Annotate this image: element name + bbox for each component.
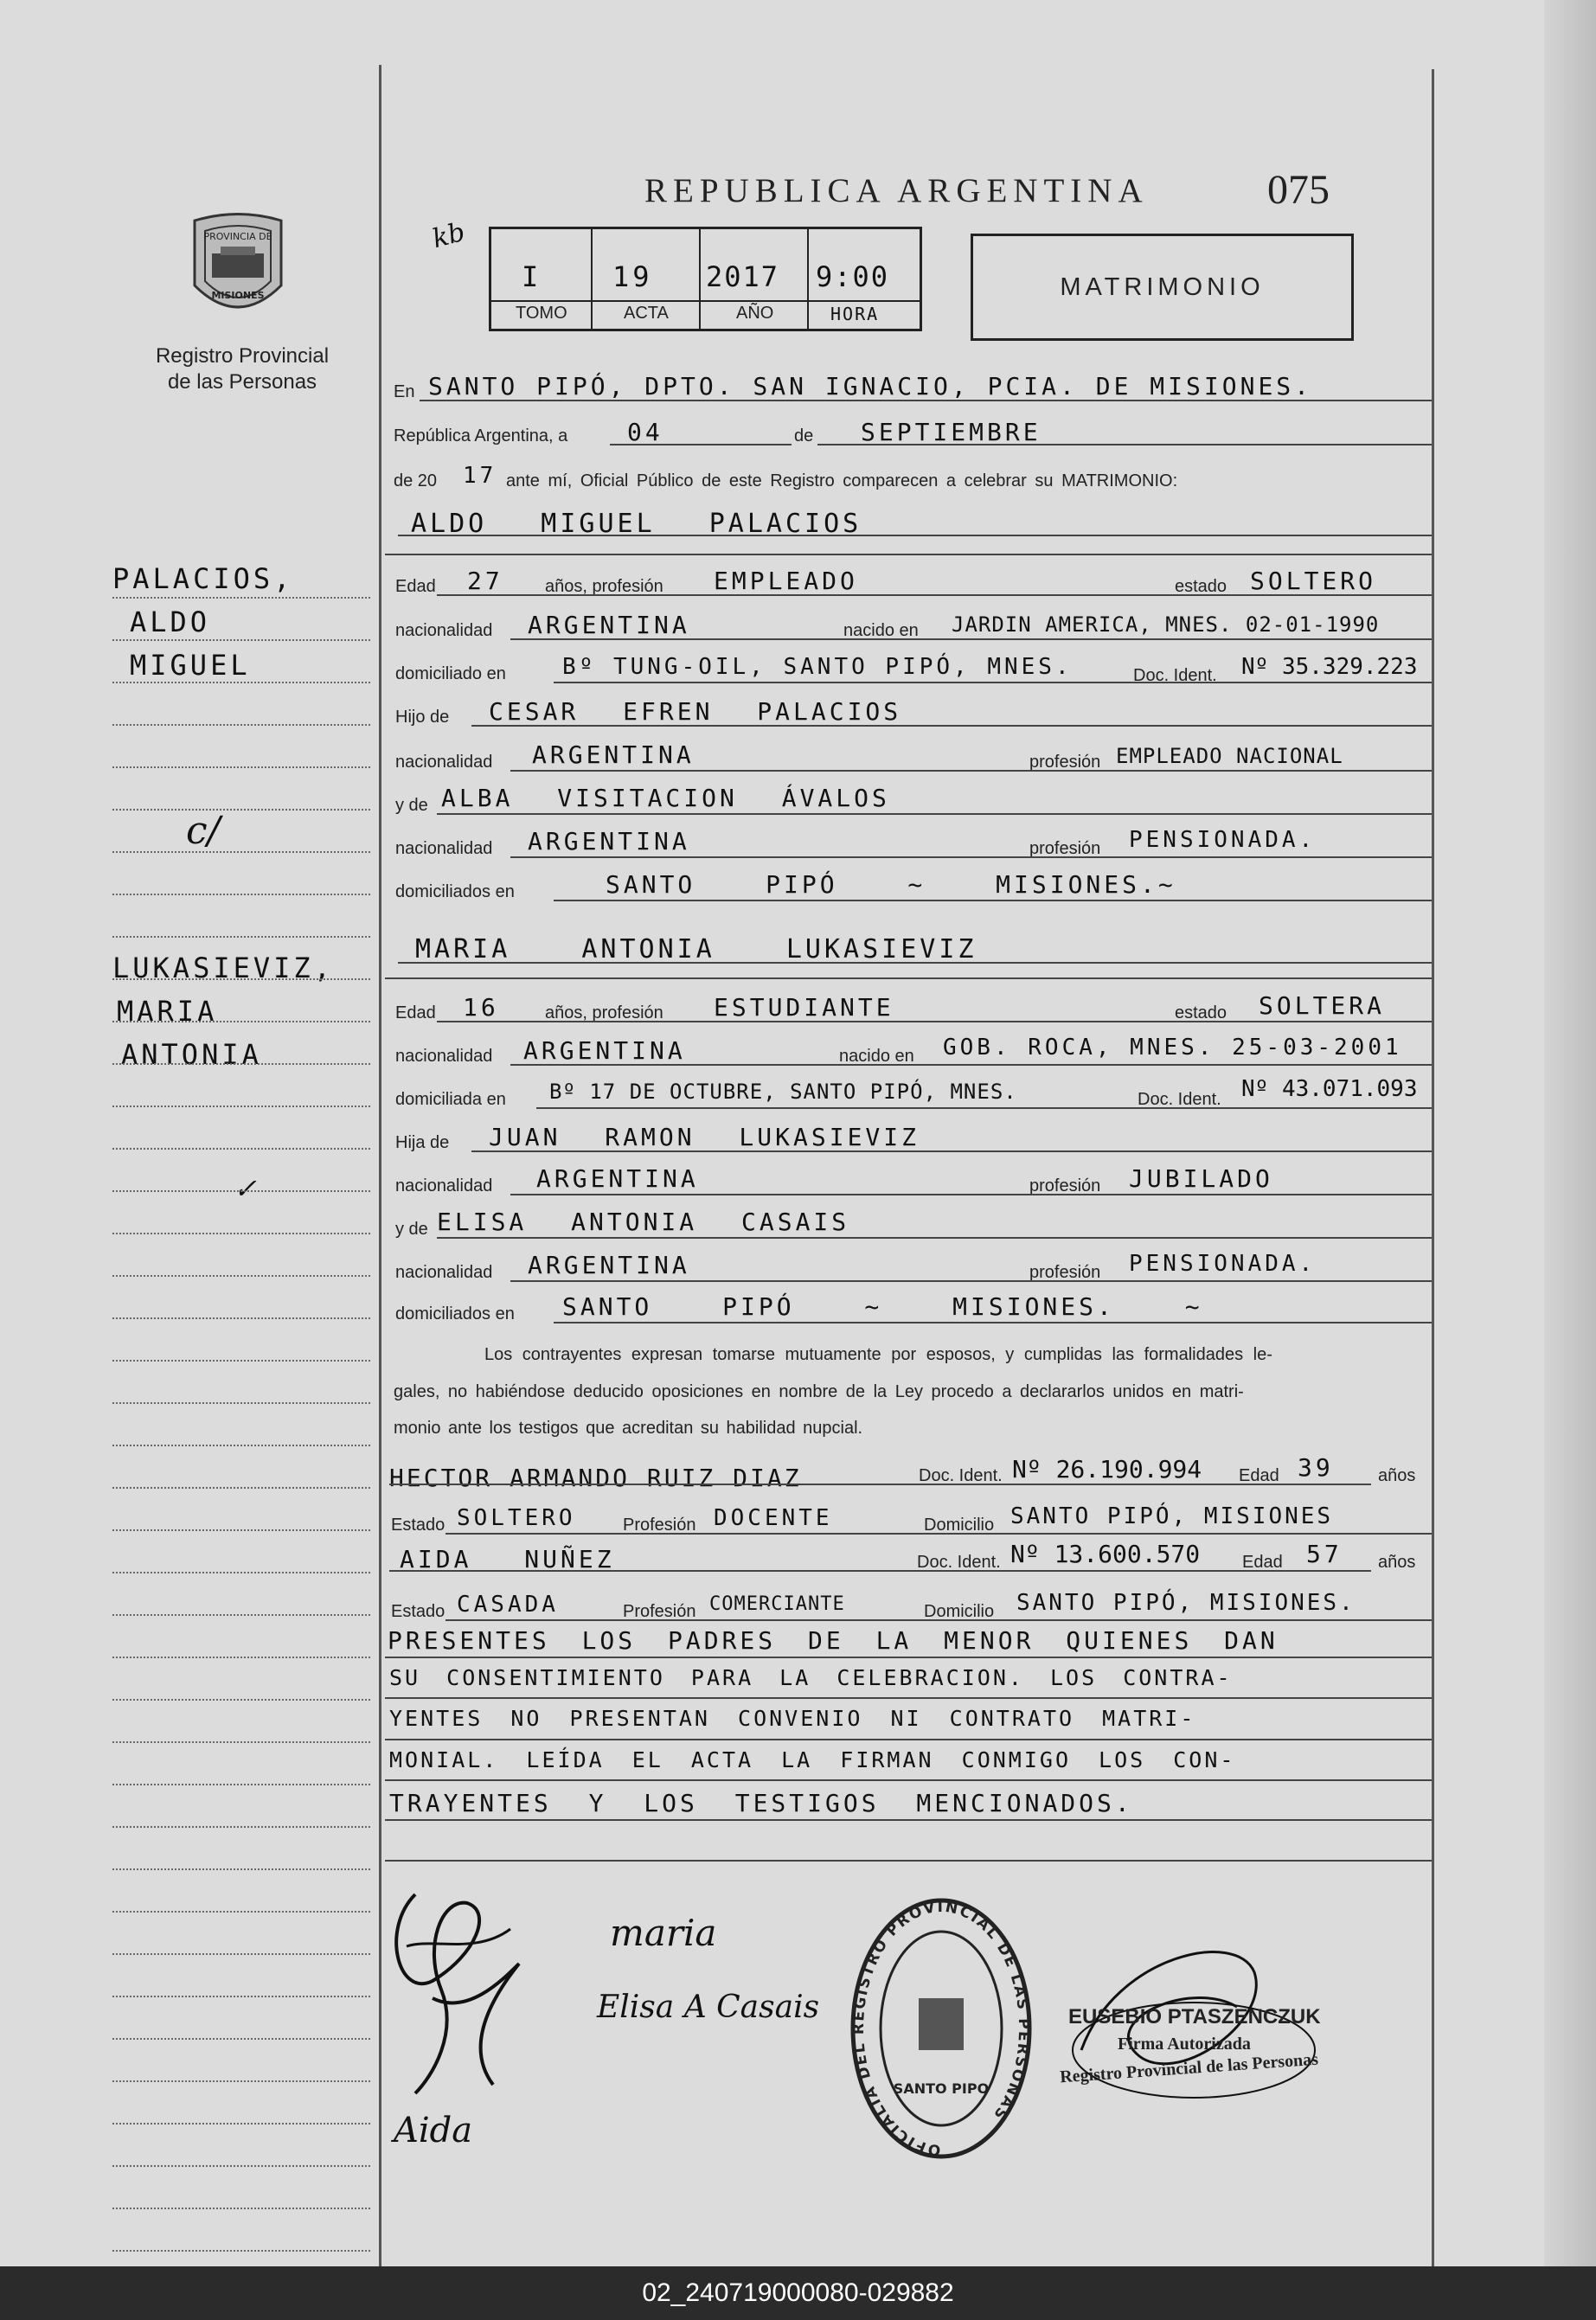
margin-guide-line [112, 1487, 370, 1489]
witness1-name: HECTOR ARMANDO RUIZ DIAZ [389, 1464, 802, 1492]
bride-doc: Nº 43.071.093 [1241, 1076, 1418, 1102]
witness1-age: 39 [1298, 1453, 1334, 1482]
month-value: SEPTIEMBRE [861, 418, 1042, 446]
bride-father-prof-label: profesión [1029, 1176, 1101, 1195]
groom-father-prof-label: profesión [1029, 753, 1101, 772]
mother-signature: Elisa A Casais [597, 1990, 820, 2025]
groom-mother-prof: PENSIONADA. [1129, 827, 1317, 853]
tomo-value: I [522, 260, 542, 293]
witness1-dom-label: Domicilio [924, 1516, 995, 1535]
official-role2: Registro Provincial de las Personas [1059, 2049, 1319, 2087]
anio-label: AÑO [736, 304, 774, 323]
margin-check: ✓ [234, 1172, 257, 1205]
groom-mother-nat: ARGENTINA [528, 827, 690, 856]
notes-line1: PRESENTES LOS PADRES DE LA MENOR QUIENES DAN [388, 1626, 1279, 1655]
registry-name: Registro Provincial de las Personas [155, 344, 330, 394]
groom-father: CESAR EFREN PALACIOS [489, 697, 902, 726]
margin-guide-line [112, 1445, 370, 1446]
groom-mother-nac-label: nacionalidad [395, 839, 493, 858]
margin-guide-line [112, 2080, 370, 2082]
witness1-anios-label: años [1378, 1466, 1416, 1485]
svg-text:OFICIALIA DEL REGISTRO PROVINC: OFICIALIA DEL REGISTRO PROVINCIAL DE LAS PERSONAS [850, 1898, 1033, 2159]
margin-guide-line [112, 936, 370, 938]
statement-line2: gales, no habiéndose deducido oposiciones en nombre de la Ley procedo a declararlos unidos en matri- [394, 1382, 1244, 1401]
groom-father-nac-label: nacionalidad [395, 753, 493, 772]
bride-mother-prof: PENSIONADA. [1129, 1251, 1317, 1277]
bride-profession: ESTUDIANTE [714, 993, 894, 1022]
groom-father-nat: ARGENTINA [532, 740, 695, 769]
bride-father-prof: JUBILADO [1129, 1164, 1273, 1193]
witness2-edad-label: Edad [1242, 1553, 1283, 1572]
witness1-doc-label: Doc. Ident. [919, 1466, 1003, 1485]
right-frame-line [1544, 0, 1546, 2266]
witness2-doc: Nº 13.600.570 [1010, 1540, 1201, 1568]
day-value: 04 [627, 418, 663, 446]
margin-guide-line [112, 1996, 370, 1997]
bride-signature: maria [610, 1912, 717, 1954]
groom-full-name: ALDO MIGUEL PALACIOS [411, 509, 862, 539]
document-code: 02_240719000080-029882 [0, 2266, 1596, 2320]
margin-guide-line [112, 1275, 370, 1277]
bride-mother-prof-label: profesión [1029, 1263, 1101, 1282]
republic-heading: REPUBLICA ARGENTINA [644, 172, 1149, 209]
bride-birthplace: GOB. ROCA, MNES. 25-03-2001 [943, 1035, 1402, 1061]
groom-domic-label: domiciliado en [395, 664, 506, 683]
bride-mother: ELISA ANTONIA CASAIS [437, 1208, 850, 1236]
page-number: 075 [1267, 167, 1330, 213]
bride-status: SOLTERA [1259, 991, 1386, 1020]
hora-value: 9:00 [816, 260, 890, 293]
bride-domic-label: domiciliada en [395, 1090, 506, 1109]
margin-guide-line [112, 1572, 370, 1573]
bride-father: JUAN RAMON LUKASIEVIZ [489, 1123, 920, 1151]
witness2-name: AIDA NUÑEZ [400, 1545, 615, 1573]
margin-guide-line [112, 639, 370, 641]
margin-guide-line [112, 1699, 370, 1701]
margin-guide-line [112, 1360, 370, 1362]
margin-guide-line [112, 1953, 370, 1955]
groom-parents-dom: SANTO PIPÓ ~ MISIONES.~ [606, 870, 1176, 899]
svg-text:SANTO PIPO: SANTO PIPO [893, 2080, 990, 2097]
margin-guide-line [112, 2165, 370, 2167]
witness2-anios-label: años [1378, 1553, 1416, 1572]
margin-guide-line [112, 851, 370, 853]
republica-label: República Argentina, a [394, 426, 568, 445]
witness2-doc-label: Doc. Ident. [917, 1553, 1001, 1572]
year-prefix: de 20 [394, 471, 438, 490]
margin-guide-line [112, 809, 370, 811]
groom-parents-dom-label: domiciliados en [395, 882, 515, 901]
notes-line4: MONIAL. LEÍDA EL ACTA LA FIRMAN CONMIGO LOS CON- [389, 1747, 1236, 1772]
bride-nacido-label: nacido en [839, 1047, 914, 1066]
margin-guide-line [112, 1529, 370, 1531]
year-suffix: 17 [463, 463, 497, 489]
bride-mother-nac-label: nacionalidad [395, 1263, 493, 1282]
witness1-status: SOLTERO [457, 1505, 576, 1531]
witness2-dom-label: Domicilio [924, 1602, 995, 1621]
bride-mother-nat: ARGENTINA [528, 1251, 690, 1279]
groom-profession: EMPLEADO [714, 567, 858, 595]
margin-guide-line [112, 2123, 370, 2125]
margin-guide-line [112, 1317, 370, 1319]
groom-yde-label: y de [395, 796, 428, 815]
margin-guide-line [112, 1148, 370, 1150]
bride-edad-label: Edad [395, 1003, 436, 1022]
groom-signature [381, 1877, 554, 2119]
witness2-address: SANTO PIPÓ, MISIONES. [1016, 1590, 1356, 1616]
margin-guide-line [112, 1826, 370, 1828]
official-name: EUSEBIO PTASZENCZUK [1068, 2005, 1321, 2028]
groom-hijo-label: Hijo de [395, 708, 450, 727]
tomo-label: TOMO [516, 304, 567, 323]
margin-guide-line [112, 597, 370, 599]
groom-nac-label: nacionalidad [395, 621, 493, 640]
margin-guide-line [112, 2250, 370, 2252]
record-box [489, 227, 922, 331]
statement-line3: monio ante los testigos que acreditan su habilidad nupcial. [394, 1419, 863, 1438]
margin-bride-name1: MARIA [117, 995, 218, 1028]
groom-address: Bº TUNG-OIL, SANTO PIPÓ, MNES. [562, 654, 1073, 680]
margin-guide-line [112, 724, 370, 726]
initials: kb [429, 216, 469, 255]
groom-mother: ALBA VISITACION ÁVALOS [441, 784, 890, 812]
groom-doc-label: Doc. Ident. [1133, 666, 1217, 685]
bride-age: 16 [463, 993, 499, 1022]
acta-value: 19 [612, 260, 653, 293]
margin-guide-line [112, 1657, 370, 1658]
margin-guide-line [112, 1063, 370, 1065]
groom-father-prof: EMPLEADO NACIONAL [1116, 744, 1343, 768]
witness2-status: CASADA [457, 1592, 559, 1618]
margin-guide-line [112, 1233, 370, 1234]
margin-guide-line [112, 894, 370, 895]
witness1-profession: DOCENTE [714, 1505, 833, 1531]
margin-groom-name2: MIGUEL [130, 649, 251, 682]
svg-text:PROVINCIA DE: PROVINCIA DE [203, 231, 272, 242]
bride-full-name: MARIA ANTONIA LUKASIEVIZ [415, 934, 977, 965]
groom-doc: Nº 35.329.223 [1241, 654, 1418, 680]
witness2-age: 57 [1306, 1540, 1343, 1568]
bride-parents-dom: SANTO PIPÓ ~ MISIONES. ~ [562, 1292, 1203, 1321]
bride-nac-label: nacionalidad [395, 1047, 493, 1066]
margin-bride-name2: ANTONIA [121, 1038, 262, 1071]
witness1-estado-label: Estado [391, 1516, 445, 1535]
groom-status: SOLTERO [1250, 567, 1377, 595]
registry-logo [186, 212, 290, 329]
groom-edad-label: Edad [395, 577, 436, 596]
groom-prof-label: años, profesión [545, 577, 663, 596]
groom-mother-prof-label: profesión [1029, 839, 1101, 858]
notes-line5: TRAYENTES Y LOS TESTIGOS MENCIONADOS. [389, 1789, 1133, 1817]
margin-guide-line [112, 1021, 370, 1022]
margin-guide-line [112, 1911, 370, 1913]
bride-doc-label: Doc. Ident. [1138, 1090, 1221, 1109]
statement-line1: Los contrayentes expresan tomarse mutuamente por esposos, y cumplidas las formalidades le- [484, 1345, 1272, 1364]
witness1-doc: Nº 26.190.994 [1012, 1455, 1202, 1484]
registry-stamp [849, 1894, 1033, 2163]
en-label: En [394, 382, 415, 401]
bride-hijo-label: Hija de [395, 1133, 450, 1152]
margin-guide-line [112, 1190, 370, 1192]
bride-father-nac-label: nacionalidad [395, 1176, 493, 1195]
bride-address: Bº 17 DE OCTUBRE, SANTO PIPÓ, MNES. [549, 1080, 1017, 1104]
margin-guide-line [112, 1868, 370, 1870]
margin-guide-line [112, 1784, 370, 1785]
margin-guide-line [112, 2208, 370, 2209]
margin-guide-line [112, 1614, 370, 1616]
groom-birthplace: JARDIN AMERICA, MNES. 02-01-1990 [952, 612, 1380, 637]
witness2-prof-label: Profesión [623, 1602, 696, 1621]
margin-guide-line [112, 978, 370, 980]
hora-label: HORA [830, 304, 880, 324]
witness1-edad-label: Edad [1239, 1466, 1279, 1485]
groom-estado-label: estado [1175, 577, 1227, 596]
margin-guide-line [112, 1106, 370, 1107]
margin-guide-line [112, 682, 370, 683]
witness1-prof-label: Profesión [623, 1516, 696, 1535]
bride-nationality: ARGENTINA [523, 1036, 686, 1065]
acta-label: ACTA [624, 304, 669, 323]
groom-age: 27 [467, 567, 503, 595]
bride-parents-dom-label: domiciliados en [395, 1304, 515, 1323]
matrimonio-box: MATRIMONIO [971, 234, 1354, 341]
margin-guide-line [112, 2038, 370, 2040]
bride-father-nat: ARGENTINA [536, 1164, 699, 1193]
official-role1: Firma Autorizada [1118, 2035, 1251, 2054]
margin-guide-line [112, 1741, 370, 1743]
groom-nationality: ARGENTINA [528, 611, 690, 639]
bride-prof-label: años, profesión [545, 1003, 663, 1022]
margin-groom-surname: PALACIOS, [112, 562, 294, 595]
ante-text: ante mí, Oficial Público de este Registro comparecen a celebrar su MATRIMONIO: [506, 471, 1178, 490]
witness2-estado-label: Estado [391, 1602, 445, 1621]
place-value: SANTO PIPÓ, DPTO. SAN IGNACIO, PCIA. DE MISIONES. [428, 372, 1313, 401]
notes-line3: YENTES NO PRESENTAN CONVENIO NI CONTRATO MATRI- [389, 1706, 1196, 1731]
groom-nacido-label: nacido en [843, 621, 919, 640]
margin-guide-line [112, 766, 370, 768]
right-frame [1432, 69, 1434, 2266]
margin-conj: c/ [186, 809, 221, 853]
witness2-profession: COMERCIANTE [709, 1593, 845, 1615]
anio-value: 2017 [706, 260, 780, 293]
margin-groom-name1: ALDO [130, 606, 211, 638]
margin-guide-line [112, 1402, 370, 1404]
de-label: de [794, 426, 814, 445]
bride-estado-label: estado [1175, 1003, 1227, 1022]
margin-bride-surname: LUKASIEVIZ, [112, 952, 334, 984]
bride-yde-label: y de [395, 1220, 428, 1239]
svg-text:MISIONES: MISIONES [211, 290, 265, 301]
witness1-address: SANTO PIPÓ, MISIONES [1010, 1503, 1334, 1529]
notes-line2: SU CONSENTIMIENTO PARA LA CELEBRACION. LOS CONTRA- [389, 1665, 1233, 1690]
witness-signature: Aida [394, 2111, 473, 2150]
